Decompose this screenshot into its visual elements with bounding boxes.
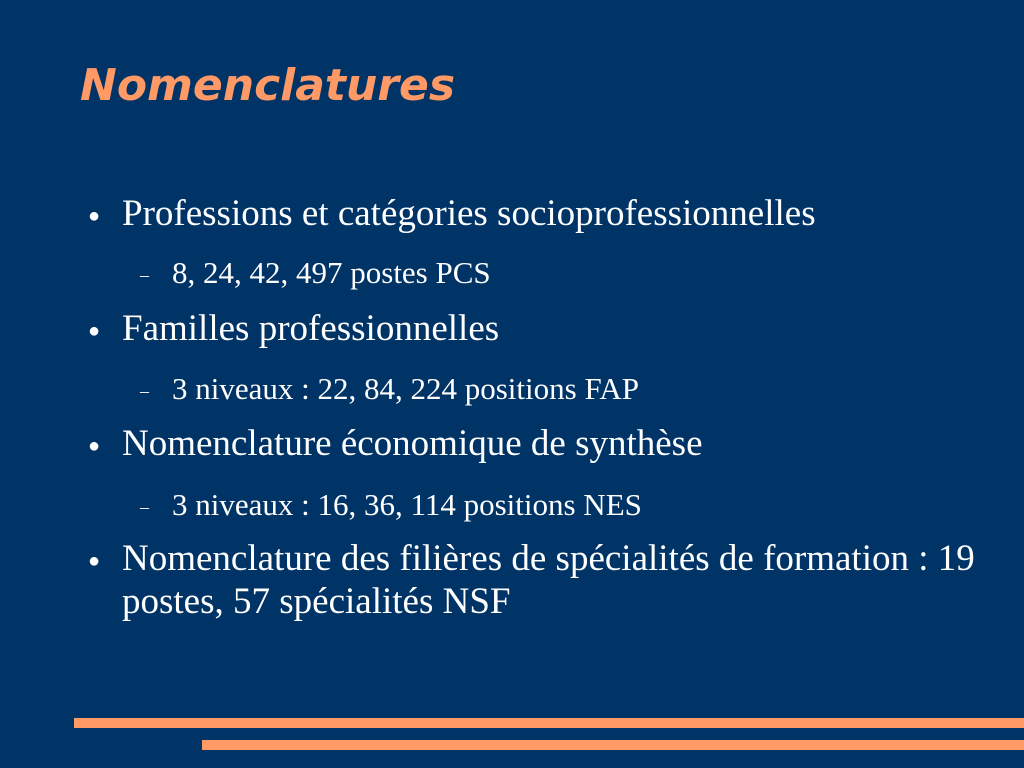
bullet-dot-icon: ●: [88, 550, 101, 572]
bullet-text: Familles professionnelles: [122, 308, 500, 349]
sub-item-text: 8, 24, 42, 497 postes PCS: [172, 255, 491, 290]
bullet-text: Professions et catégories socioprofessionnelles: [122, 193, 816, 234]
dash-icon: –: [140, 381, 149, 401]
bullet-text: Nomenclature des filières de spécialités de formation : 19 postes, 57 spécialités NSF: [122, 538, 975, 622]
sub-item-fap: [140, 371, 998, 409]
decorative-rule-top: [74, 718, 1024, 728]
dash-icon: –: [140, 265, 149, 285]
bullet-text: Nomenclature économique de synthèse: [122, 423, 703, 464]
bullet-list: [88, 192, 998, 623]
sub-item-text: 3 niveaux : 16, 36, 114 positions NES: [172, 487, 642, 522]
dash-icon: –: [140, 497, 149, 517]
bullet-dot-icon: ●: [88, 435, 101, 457]
bullet-dot-icon: ●: [88, 320, 101, 342]
sub-item-text: 3 niveaux : 22, 84, 224 positions FAP: [172, 371, 640, 406]
bullet-dot-icon: ●: [88, 205, 101, 227]
sub-item-pcs: [140, 255, 998, 293]
slide-title: Nomenclatures: [80, 60, 456, 111]
bullet-item-nes: [88, 422, 998, 468]
bullet-item-nsf: [88, 537, 998, 623]
bullet-item-pcs: [88, 192, 998, 238]
sub-item-nes: [140, 487, 998, 525]
decorative-rule-bottom: [202, 740, 1024, 750]
bullet-item-fap: [88, 307, 998, 353]
